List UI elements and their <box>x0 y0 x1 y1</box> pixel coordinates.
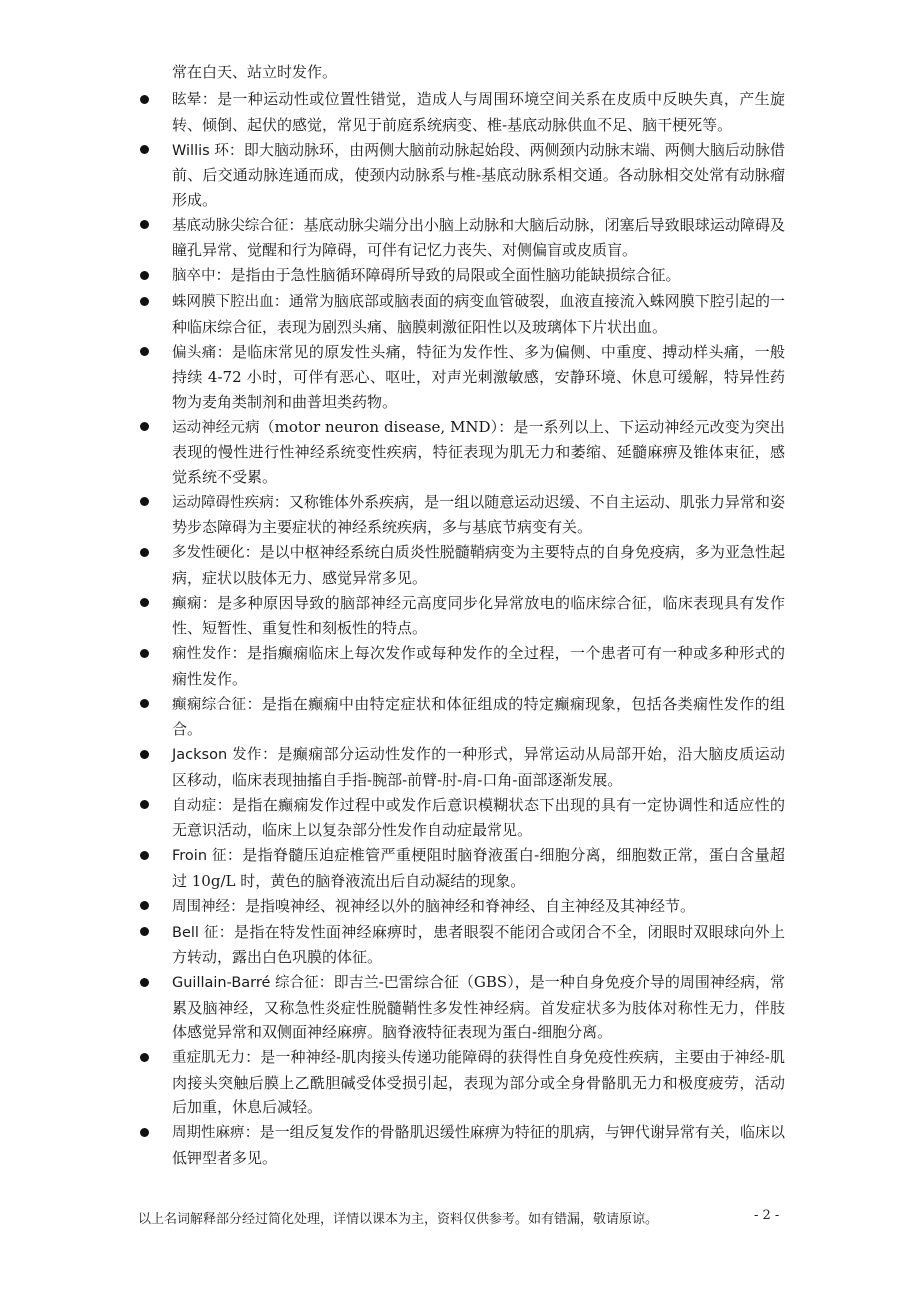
term-separator: ： <box>244 1123 260 1141</box>
term-definition: 是指在癫痫发作过程中或发作后意识模糊状态下出现的具有一定协调性和适应性的无意识活动，临床上以复杂部分性发作自动症最常见。 <box>172 795 785 839</box>
bullet-icon <box>140 95 149 104</box>
term-title: 癫痫 <box>172 595 202 612</box>
term-separator: ： <box>201 593 218 612</box>
bullet-icon <box>140 1053 149 1062</box>
bullet-icon <box>140 1128 149 1137</box>
term-definition: 即大脑动脉环，由两侧大脑前动脉起始段、两侧颈内动脉末端、两侧大脑后动脉借前、后交通动脉连通而成，使颈内动脉系与椎-基底动脉系相交通。各动脉相交处常有动脉瘤形成。 <box>172 140 785 209</box>
term-separator: ： <box>226 846 243 864</box>
term-separator: ： <box>201 90 218 108</box>
term-separator: ： <box>215 266 231 284</box>
term-separator: ： <box>245 1048 261 1066</box>
term-entry <box>137 415 785 490</box>
term-title: 基底动脉尖综合征 <box>172 217 289 234</box>
bullet-icon <box>140 145 149 154</box>
term-title: 运动神经元病 <box>172 419 260 436</box>
continued-text: 常在白天、站立时发作。 <box>172 63 338 81</box>
term-title: 周围神经 <box>172 898 230 915</box>
bullet-icon <box>140 422 149 431</box>
bullet-icon <box>140 220 149 229</box>
term-title: Willis 环 <box>172 142 229 159</box>
term-title: 周期性麻痹 <box>172 1125 245 1141</box>
term-definition: 是一种运动性或位置性错觉，造成人与周围环境空间关系在皮质中反映失真，产生旋转、倾倒、起伏的感觉，常见于前庭系统病变、椎-基底动脉供血不足、脑干梗死等。 <box>172 90 785 134</box>
footer-note: 以上名词解释部分经过简化处理，详情以课本为主，资料仅供参考。如有错漏，敬请原谅。 <box>138 1212 659 1227</box>
term-definition: （motor neuron disease, MND）：是一系列以上、下运动神经元改变为突出表现的慢性进行性神经系统变性疾病，特征表现为肌无力和萎缩、延髓麻痹及锥体束征，感觉系统不受累。 <box>172 417 785 486</box>
term-title: 眩晕 <box>172 92 202 108</box>
term-title: 自动症 <box>172 797 217 814</box>
term-entry <box>137 920 785 970</box>
term-entry <box>137 692 785 742</box>
term-title: Bell 征 <box>172 924 219 941</box>
term-separator: ： <box>246 694 262 713</box>
term-separator: ： <box>244 543 260 561</box>
term-separator: ： <box>288 215 304 234</box>
term-definition: 基底动脉尖端分出小脑上动脉和大脑后动脉，闭塞后导致眼球运动障碍及瞳孔异常、觉醒和行为障碍，可伴有记忆力丧失、对侧偏盲或皮质盲。 <box>172 215 785 259</box>
term-entry <box>137 843 785 893</box>
term-title: 多发性硬化 <box>172 545 245 561</box>
term-separator: ： <box>230 896 246 915</box>
term-entry <box>137 641 785 691</box>
term-definition: 是多种原因导致的脑部神经元高度同步化异常放电的临床综合征，临床表现具有发作性、短暂性、重复性和刻板性的特点。 <box>172 593 785 637</box>
term-definition: 是癫痫部分运动性发作的一种形式，异常运动从局部开始，沿大脑皮质运动区移动，临床表现抽搐自手指-腕部-前臂-肘-肩-口角-面部逐渐发展。 <box>172 745 785 789</box>
term-definition: 又称锥体外系疾病，是一组以随意运动迟缓、不自主运动、肌张力异常和姿势步态障碍为主要症状的神经系统疾病，多与基底节病变有关。 <box>172 492 785 536</box>
term-entry <box>137 213 785 263</box>
bullet-icon <box>140 347 149 356</box>
term-definition: 是一组反复发作的骨骼肌迟缓性麻痹为特征的肌病，与钾代谢异常有关，临床以低钾型者多见。 <box>172 1123 785 1167</box>
term-title: 蛛网膜下腔出血 <box>172 294 274 310</box>
term-separator: ： <box>231 644 247 662</box>
term-entry <box>137 1045 785 1120</box>
term-title: 重症肌无力 <box>172 1050 246 1066</box>
term-definition: 是指脊髓压迫症椎管严重梗阻时脑脊液蛋白-细胞分离，细胞数正常，蛋白含量超过 10g/L 时，黄色的脑脊液流出后自动凝结的现象。 <box>172 846 785 890</box>
bullet-icon <box>140 497 149 506</box>
term-entry <box>137 894 785 920</box>
term-list <box>137 87 785 1171</box>
term-title: 运动障碍性疾病 <box>172 494 274 511</box>
term-definition: 是指癫痫临床上每次发作或每种发作的全过程，一个患者可有一种或多种形式的痫性发作。 <box>172 644 785 688</box>
term-definition: 是临床常见的原发性头痛，特征为发作性、多为偏侧、中重度、搏动样头痛，一般持续 4-72 小时，可伴有恶心、呕吐，对声光刺激敏感，安静环境、休息可缓解，特异性药物为麦角类制剂和曲普坦类药物。 <box>172 342 785 411</box>
term-definition: 通常为脑底部或脑表面的病变血管破裂，血液直接流入蛛网膜下腔引起的一种临床综合征，表现为剧烈头痛、脑膜刺激征阳性以及玻璃体下片状出血。 <box>172 292 785 336</box>
term-entry <box>137 793 785 843</box>
bullet-icon <box>140 297 149 306</box>
bullet-icon <box>140 750 149 759</box>
bullet-icon <box>140 800 149 809</box>
term-definition: 是指由于急性脑循环障碍所导致的局限或全面性脑功能缺损综合征。 <box>230 266 681 284</box>
bullet-icon <box>140 699 149 708</box>
term-title: 偏头痛 <box>172 344 217 361</box>
term-title: Guillain-Barré 综合征 <box>172 975 319 991</box>
term-title: 痫性发作 <box>172 646 232 662</box>
term-definition: 即吉兰-巴雷综合征（GBS），是一种自身免疫介导的周围神经病，常累及脑神经，又称急性炎症性脱髓鞘性多发性神经病。首发症状多为肢体对称性无力，伴肢体感觉异常和双侧面神经麻痹。脑脊液特征表现为蛋白-细胞分离。 <box>172 973 786 1041</box>
bullet-icon <box>140 649 149 658</box>
term-entry <box>137 263 785 289</box>
term-separator: ： <box>218 922 234 941</box>
bullet-icon <box>140 978 149 987</box>
term-definition: 是指在癫痫中由特定症状和体征组成的特定癫痫现象，包括各类痫性发作的组合。 <box>172 694 785 738</box>
term-title: Jackson 发作 <box>172 747 262 763</box>
term-entry <box>137 970 785 1045</box>
term-entry <box>137 340 785 415</box>
term-separator: ： <box>273 292 289 310</box>
term-definition: 是以中枢神经系统白质炎性脱髓鞘病变为主要特点的自身免疫病，多为亚急性起病，症状以肢体无力、感觉异常多见。 <box>172 543 785 587</box>
term-separator: ： <box>273 492 289 511</box>
term-separator: ： <box>318 973 334 991</box>
term-entry <box>137 591 785 641</box>
term-entry <box>137 540 785 590</box>
bullet-icon <box>140 548 149 557</box>
term-entry <box>137 742 785 792</box>
bullet-icon <box>140 851 149 860</box>
term-separator: ： <box>216 795 232 814</box>
term-entry <box>137 289 785 339</box>
term-definition: 是指在特发性面神经麻痹时，患者眼裂不能闭合或闭合不全，闭眼时双眼球向外上方转动，露出白色巩膜的体征。 <box>172 922 785 966</box>
term-title: 脑卒中 <box>172 268 216 284</box>
page-number: - 2 - <box>754 1208 780 1223</box>
term-title: Froin 征 <box>172 848 227 864</box>
term-entry <box>137 490 785 540</box>
bullet-icon <box>140 598 149 607</box>
term-definition: 是一种神经-肌肉接头传递功能障碍的获得性自身免疫性疾病，主要由于神经-肌肉接头突触后膜上乙酰胆碱受体受损引起，表现为部分或全身骨骼肌无力和极度疲劳，活动后加重，休息后减轻。 <box>172 1048 785 1116</box>
term-entry <box>137 138 785 213</box>
term-separator: ： <box>228 140 244 159</box>
term-title: 癫痫综合征 <box>172 696 247 713</box>
term-separator: ： <box>216 342 232 361</box>
bullet-icon <box>140 271 149 280</box>
term-definition: 是指嗅神经、视神经以外的脑神经和脊神经、自主神经及其神经节。 <box>245 896 696 915</box>
term-entry <box>137 87 785 137</box>
bullet-icon <box>140 927 149 936</box>
term-separator: ： <box>261 745 278 763</box>
bullet-icon <box>140 901 149 910</box>
term-entry <box>137 1120 785 1170</box>
